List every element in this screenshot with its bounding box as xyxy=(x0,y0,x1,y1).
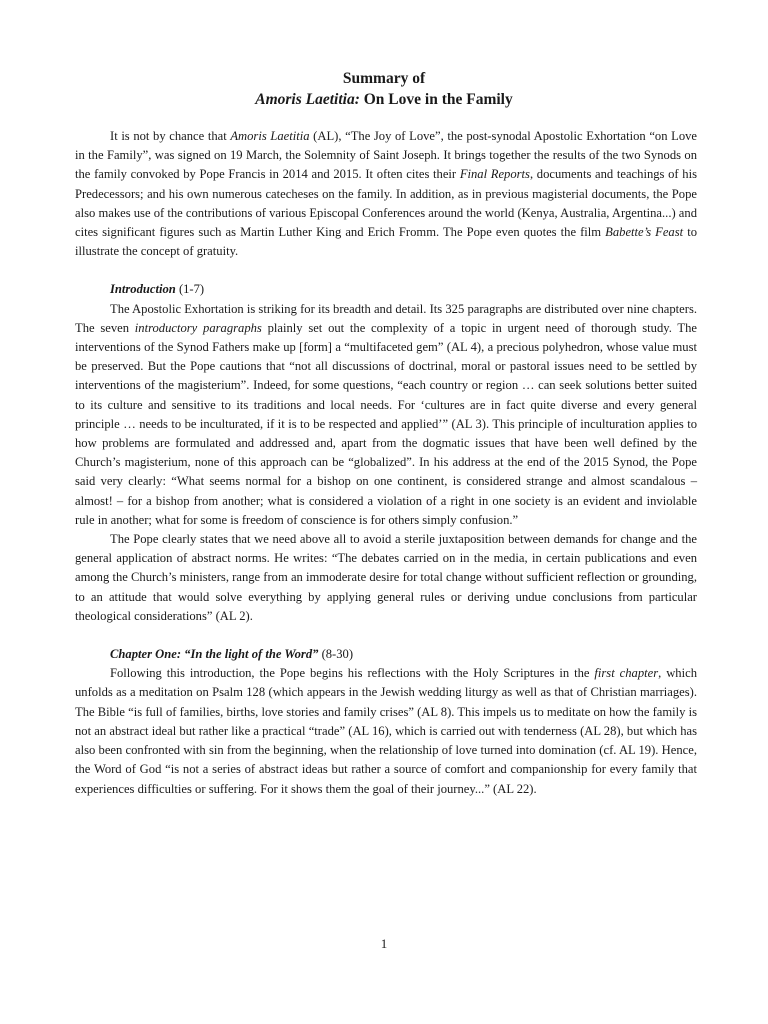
introduction-heading xyxy=(75,280,697,299)
document-title xyxy=(0,68,768,110)
page-number: 1 xyxy=(380,936,388,951)
introduction-paragraph-2: The Pope clearly states that we need above all to avoid a sterile juxtaposition between demands for change and the general application of abstract norms. He writes: “The debates carried on in the media, in certain publications and even among the Church’s ministers, range from an immoderate desire for total change without sufficient reflection or grounding, to an attitude that would solve everything by applying general rules or deriving undue conclusions from particular theological considerations” (AL 2). xyxy=(75,532,697,623)
chapter-one-paragraph: Following this introduction, the Pope begins his reflections with the Holy Scriptures in the first chapter, which unfolds as a meditation on Psalm 128 (which appears in the Jewish wedding liturgy as well as that of Christian marriages). The Bible “is full of families, births, love stories and family crises” (AL 8). This impels us to meditate on how the family is not an abstract ideal but rather like a practical “trade” (AL 16), which is carried out with tenderness (AL 28), but which has also been confronted with sin from the beginning, when the relationship of love turned into domination (cf. AL 19). Hence, the Word of God “is not a series of abstract ideas but rather a source of comfort and companionship for every family that experiences difficulties or suffering. For it shows them the goal of their journey...” (AL 22). xyxy=(75,666,697,796)
chapter-one-heading xyxy=(75,645,697,664)
title-line-2 xyxy=(0,89,768,110)
introduction-paragraph-1: The Apostolic Exhortation is striking for its breadth and detail. Its 325 paragraphs are distributed over nine chapters. The seven introductory paragraphs plainly set out the complexity of a topic in urgent need of thorough study. The interventions of the Synod Fathers make up [form] a “multifaceted gem” (AL 4), a precious polyhedron, whose value must be preserved. But the Pope cautions that “not all discussions of doctrinal, moral or pastoral issues need to be settled by interventions of the magisterium”. Indeed, for some questions, “each country or region … can seek solutions better suited to its culture and sensitive to its traditions and local needs. For ‘cultures are in fact quite diverse and every general principle … needs to be inculturated, if it is to be respected and applied’” (AL 3). This principle of inculturation applies to how problems are formulated and addressed and, apart from the dogmatic issues that have been well defined by the Church’s magisterium, none of this approach can be “globalized”. In his address at the end of the 2015 Synod, the Pope said very clearly: “What seems normal for a bishop on one continent, is considered strange and almost scandalous – almost! – for a bishop from another; what is considered a violation of a right in one society is an evident and inviolable rule in another; what for some is freedom of conscience is for others simply confusion.” xyxy=(75,301,698,527)
document-body xyxy=(75,127,697,799)
chapter-one-heading-range: (8-30) xyxy=(318,647,354,662)
title-line-1: Summary of xyxy=(342,70,426,87)
title-rest-part: On Love in the Family xyxy=(359,91,513,108)
introduction-heading-title: Introduction xyxy=(110,282,176,297)
intro-paragraph: It is not by chance that Amoris Laetitia (AL), “The Joy of Love”, the post-synodal Apostolic Exhortation “on Love in the Family”, was signed on 19 March, the Solemnity of Saint Joseph. It brings together the results of the two Synods on the family convoked by Pope Francis in 2014 and 2015. It often cites their Final Reports, documents and teachings of his Predecessors; and his own numerous catecheses on the family. In addition, as in previous magisterial documents, the Pope also makes use of the contributions of various Episcopal Conferences around the world (Kenya, Australia, Argentina...) and cites significant figures such as Martin Luther King and Erich Fromm. The Pope even quotes the film Babette’s Feast to illustrate the concept of gratuity. xyxy=(75,129,698,259)
chapter-one-heading-title: Chapter One: “In the light of the Word” xyxy=(110,647,319,662)
title-italic-part: Amoris Laetitia: xyxy=(255,91,360,108)
introduction-heading-range: (1-7) xyxy=(175,282,205,297)
